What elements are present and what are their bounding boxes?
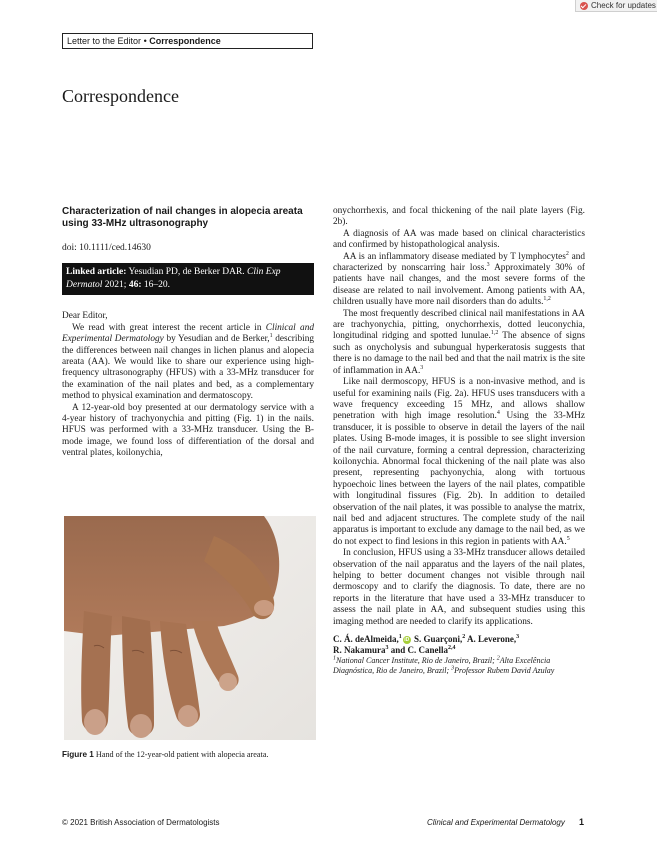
header-prefix: Letter to the Editor <box>67 36 142 46</box>
figure-1-hand-photo <box>64 516 316 740</box>
linked-authors: Yesudian PD, de Berker DAR. <box>128 267 245 278</box>
check-for-updates-label: Check for updates <box>591 0 656 10</box>
figure-caption <box>62 750 314 760</box>
linked-year: 2021; <box>104 280 127 291</box>
linked-article-box[interactable] <box>62 263 314 295</box>
article-doi: doi: 10.1111/ced.14630 <box>62 243 151 253</box>
paragraph-1: We read with great interest the recent article in Clinical and Experimental Dermatology by Yesudian and de Berker,$^1$ describing the differences between nail changes in lichen planus and alopecia areata (AA). We would like to share our experience using high-frequency ultrasonography (HFUS) with a 33-MHz transducer for the examination of the nail plates and bed, as a complementary method to physical examination and dermatoscopy. <box>62 322 314 402</box>
right-column <box>333 206 585 676</box>
author-list: C. Á. deAlmeida,$^1$iD S. Guarçoni,$^2$ A. Leverone,$^3$ R. Nakamura$^3$ and C. Canella$^{2,4}$ <box>333 634 585 656</box>
affiliations: $^1$National Cancer Institute, Rio de Janeiro, Brazil; $^2$Alta Excelência Diagnóstica, Rio de Janeiro, Brazil; $^3$Professor Rubem David Azulay <box>333 655 555 676</box>
figure-caption-text: Hand of the 12-year-old patient with alopecia areata. <box>95 750 269 759</box>
linked-label: Linked article: <box>66 267 127 278</box>
hand-photo-image <box>64 516 316 740</box>
right-paragraph-2: A diagnosis of AA was made based on clinical characteristics and confirmed by histopathological analysis. <box>333 228 585 251</box>
footer-journal: Clinical and Experimental Dermatology <box>427 818 565 827</box>
footer-page-number: 1 <box>579 817 585 827</box>
right-paragraph-1: onychorrhexis, and focal thickening of the nail plate layers (Fig. 2b). <box>333 206 585 228</box>
linked-volume: 46: <box>128 280 142 291</box>
section-title: Correspondence <box>62 86 179 106</box>
right-paragraph-5: Like nail dermoscopy, HFUS is a non-invasive method, and is useful for examining nails (Fig. 2a). HFUS uses transducers with a wave frequency exceeding 15 MHz, and allows shallow penetration with high image resolution.$^4$ Using the 33-MHz transducer, it is possible to observe in detail the layers of the nail plates. Using B-mode images, it is possible to see slight inversion of the nail curvature, forming a central depression, characterizing koilonychia. Abnormal focal thickening of the nail plate was also present, representing pachyonychia, along with tortuous hypoechoic lines between the layers of the nail plates, compatible with longitudinal fissures (Fig. 2b). In addition to detailed observation of the nail plates, it was possible to analyse the matrix, nail bed and adjacent structures. The complete study of the nail apparatus is important to exclude any damage to the nail bed, as we do not expect to find lesions in this region in patients with AA.$^5$ <box>333 377 585 547</box>
right-paragraph-3: AA is an inflammatory disease mediated by T lymphocytes$^2$ and characterized by nonscarring hair loss.$^3$ Approximately 30% of patients have nail changes, and the most severe forms of the disease are related to nail involvement. Among patients with AA, children usually have more nail disorders than do adults.$^{1,2}$ <box>333 250 585 308</box>
check-icon <box>580 2 588 10</box>
header-bullet: • <box>143 36 147 46</box>
header-section: Correspondence <box>149 36 221 46</box>
linked-pages: 16–20. <box>143 280 170 291</box>
check-for-updates-button[interactable] <box>575 0 657 12</box>
article-title: Characterization of nail changes in alopecia areata using 33-MHz ultrasonography <box>62 206 303 229</box>
right-paragraph-4: The most frequently described clinical nail manifestations in AA are trachyonychia, pitting, onychorrhexis, dotted leuconychia, longitudinal ridging and spotted lunulae.$^{1,2}$ The absence of signs such as onycholysis and subungual hyperkeratosis suggests that there is no damage to the nail bed and that the nail matrix is the site of inflammation in AA.$^3$ <box>333 308 585 376</box>
paragraph-2: A 12-year-old boy presented at our dermatology service with a 4-year history of trachyonychia and pitting (Fig. 1) in the nails. HFUS was performed with a 33-MHz transducer. Using the B-mode image, we found loss of differentiation of the dorsal and ventral plates, koilonychia, <box>62 402 314 459</box>
footer-copyright: © 2021 British Association of Dermatologists <box>62 818 220 827</box>
right-paragraph-6: In conclusion, HFUS using a 33-MHz transducer allows detailed observation of the nail apparatus and the layers of the nail plates, helping to better document changes not visible through nail dermoscopy and to clarify the diagnosis. To date, there are no reports in the literature that have used a 33-MHz transducer to assess the nail plate in AA, and subsequent studies using this imaging method are needed to clarify its applications. <box>333 548 585 627</box>
orcid-icon[interactable] <box>403 636 411 644</box>
linked-journal: Clin Exp Dermatol <box>66 267 281 291</box>
left-column <box>62 206 314 460</box>
running-header <box>62 33 313 49</box>
salutation: Dear Editor, <box>62 311 108 322</box>
figure-label: Figure 1 <box>62 750 94 759</box>
